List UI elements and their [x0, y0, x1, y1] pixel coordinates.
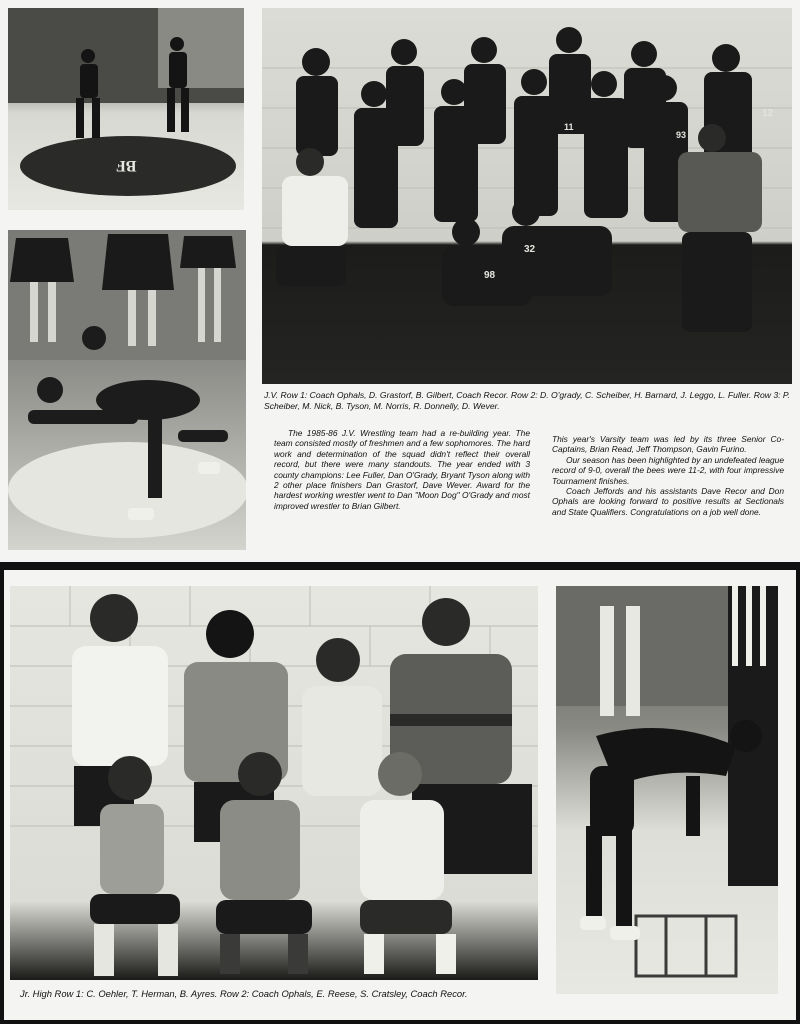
photo-jr-high-action: [556, 586, 778, 994]
jersey-number-93: 93: [676, 130, 687, 140]
jr-high-caption: Jr. High Row 1: C. Oehler, T. Herman, B. Ayres. Row 2: Coach Ophals, E. Reese, S. Cratsley, Coach Recor.: [20, 988, 468, 999]
varsity-paragraph: This year's Varsity team was led by its three Senior Co-Captains, Brian Read, Jeff Thompson, Gavin Furino.: [552, 434, 784, 455]
varsity-paragraph: Our season has been highlighted by an undefeated league record of 9-0, overall the bees were 11-2, with four impressive Tournament finishes.: [552, 454, 784, 486]
photo-jv-team: [262, 8, 792, 384]
varsity-paragraph: Coach Jeffords and his assistants Dave Recor and Don Ophals are looking forward to positive results at Sectionals and State Qualifiers. Congratulations on a job well done.: [552, 486, 784, 517]
jersey-number-32: 32: [524, 244, 536, 255]
jv-paragraph: The 1985-86 J.V. Wrestling team had a re-building year. The team consisted mostly of freshmen and a few sophomores. The hard work and determination of the squad didn't reflect their overall record, but there were many standouts. The year ended with 3 county champions: Lee Fuller, Dan O'Grady, Bryant Tyson along with 2 other place finishers Dan Grastorf, Dave Wever. Award for the hardest working wrestler went to Dan "Moon Dog" O'Grady and most improved wrestler to Brian Gilbert.: [274, 428, 530, 511]
jv-caption: J.V. Row 1: Coach Ophals, D. Grastorf, B. Gilbert, Coach Recor. Row 2: D. O'grady, C. Scheiber, H. Barnard, J. Leggo, L. Fuller. Row 3: P. Scheiber, M. Nick, B. Tyson, M. Norris, R. Donnelly, D. Wever.: [264, 390, 790, 412]
jv-story: [274, 428, 530, 511]
mat-logo: BF: [116, 157, 137, 174]
jersey-number-98: 98: [484, 270, 496, 281]
photo-takedown-cheerleaders: [8, 230, 246, 550]
photo-wrestlers-on-mat: [8, 8, 244, 210]
varsity-story: [552, 434, 784, 517]
jersey-number-12: 12: [762, 108, 774, 119]
jersey-number-11: 11: [564, 122, 574, 132]
photo-jr-high-team: [10, 586, 538, 980]
